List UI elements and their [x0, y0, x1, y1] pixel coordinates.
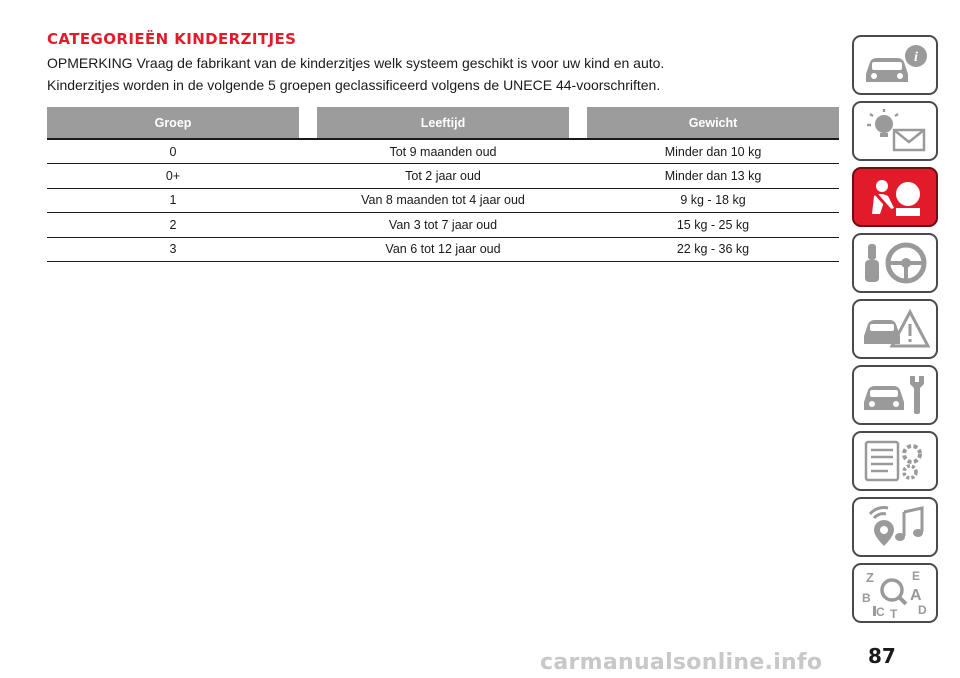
cell-groep: 3	[47, 237, 299, 262]
header-leeftijd: Leeftijd	[317, 107, 569, 139]
cell-gewicht: 22 kg - 36 kg	[587, 237, 839, 262]
header-groep: Groep	[47, 107, 299, 139]
index-letter: Z	[866, 570, 874, 585]
table-row	[47, 139, 839, 164]
header-gap	[299, 107, 317, 139]
cell-groep: 0+	[47, 164, 299, 189]
airbag-seatbelt-icon	[860, 174, 930, 220]
child-seat-groups-table	[47, 107, 839, 262]
tab-multimedia[interactable]	[852, 497, 938, 557]
index-letter: E	[912, 569, 921, 583]
tab-car-info[interactable]	[852, 35, 938, 95]
cell-gewicht: Minder dan 13 kg	[587, 164, 839, 189]
header-gap	[569, 107, 587, 139]
watermark: carmanualsonline.info	[540, 650, 823, 675]
warning-lights-message-icon	[860, 108, 930, 154]
cell-gewicht: 15 kg - 25 kg	[587, 213, 839, 238]
car-maintenance-icon	[860, 372, 930, 418]
intro-paragraph: Kinderzitjes worden in de volgende 5 groepen geclassificeerd volgens de UNECE 44-voorschriften.	[47, 77, 661, 93]
cell-groep: 1	[47, 188, 299, 213]
tab-warning-lights[interactable]	[852, 101, 938, 161]
section-title: CATEGORIEËN KINDERZITJES	[47, 30, 297, 48]
cell-leeftijd: Van 8 maanden tot 4 jaar oud	[317, 188, 569, 213]
cell-leeftijd: Van 3 tot 7 jaar oud	[317, 213, 569, 238]
tab-technical-data[interactable]	[852, 431, 938, 491]
cell-leeftijd: Tot 9 maanden oud	[317, 139, 569, 164]
table-header-row	[47, 107, 839, 139]
table-row	[47, 237, 839, 262]
index-letter: C	[876, 605, 885, 618]
car-info-icon	[860, 42, 930, 88]
multimedia-icon	[860, 504, 930, 550]
tab-emergency[interactable]	[852, 299, 938, 359]
tab-index[interactable]	[852, 563, 938, 623]
note-paragraph: OPMERKING Vraag de fabrikant van de kinderzitjes welk systeem geschikt is voor uw kind en auto.	[47, 55, 665, 71]
tab-safety[interactable]	[852, 167, 938, 227]
tab-maintenance[interactable]	[852, 365, 938, 425]
tab-starting-driving[interactable]	[852, 233, 938, 293]
index-letter: A	[910, 587, 922, 604]
index-letter: T	[890, 607, 898, 618]
cell-groep: 0	[47, 139, 299, 164]
car-emergency-icon	[860, 306, 930, 352]
cell-gewicht: Minder dan 10 kg	[587, 139, 839, 164]
cell-groep: 2	[47, 213, 299, 238]
page-number: 87	[868, 644, 896, 668]
header-gewicht: Gewicht	[587, 107, 839, 139]
alphabetical-index-icon	[860, 568, 930, 618]
index-letter: D	[918, 603, 927, 617]
cell-gewicht: 9 kg - 18 kg	[587, 188, 839, 213]
table-row	[47, 164, 839, 189]
cell-leeftijd: Van 6 tot 12 jaar oud	[317, 237, 569, 262]
key-steering-wheel-icon	[860, 240, 930, 286]
table-row	[47, 188, 839, 213]
table-row	[47, 213, 839, 238]
index-letter: B	[862, 591, 871, 605]
technical-data-icon	[860, 438, 930, 484]
cell-leeftijd: Tot 2 jaar oud	[317, 164, 569, 189]
svg-text:i: i	[914, 50, 918, 65]
